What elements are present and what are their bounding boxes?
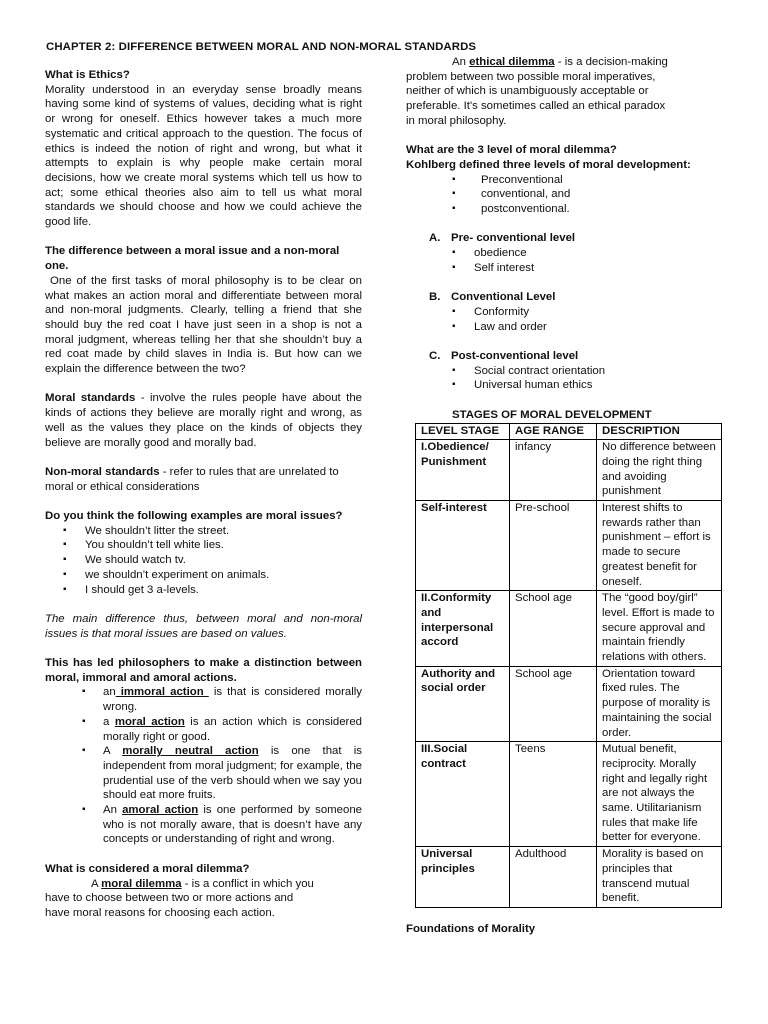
ethical-dilemma-line-1: An ethical dilemma - is a decision-making: [452, 56, 668, 68]
level-b-list: [406, 305, 724, 334]
page-title: CHAPTER 2: DIFFERENCE BETWEEN MORAL AND NON-MORAL STANDARDS: [46, 41, 477, 53]
age-cell: Adulthood: [510, 847, 597, 908]
age-cell: infancy: [510, 440, 597, 501]
definition-item: ▪ A morally neutral action is one that is independent from moral judgment; for example, the prudential use of the verb should when we say you should eat more fruits.: [45, 744, 362, 803]
list-item: ▪ Preconventional: [406, 173, 724, 188]
table-row: [416, 440, 722, 501]
list-item: ▪ conventional, and: [406, 187, 724, 202]
list-item: ▪ We shouldn’t litter the street.: [45, 524, 362, 539]
examples-list: [45, 524, 362, 598]
moral-standards-paragraph: [45, 391, 362, 450]
ethical-dilemma-line-5: in moral philosophy.: [406, 114, 507, 127]
list-item: ▪ Conformity: [406, 305, 724, 320]
stage-cell: Universal principles: [416, 847, 510, 908]
distinction-heading: This has led philosophers to make a distinction between moral, immoral and amoral actions.: [45, 657, 362, 684]
list-item: ▪ Universal human ethics: [406, 378, 724, 393]
description-cell: Orientation toward fixed rules. The purpose of morality is maintaining the social order.: [597, 666, 722, 742]
stages-table: [415, 423, 722, 909]
list-item: ▪ obedience: [406, 246, 724, 261]
level-c-heading: C. Post-conventional level: [429, 350, 579, 362]
action-definitions-list: [45, 685, 362, 847]
level-a-list: [406, 246, 724, 275]
right-column: [406, 55, 724, 937]
level-b-heading: B. Conventional Level: [429, 291, 556, 304]
definition-item: ▪ An amoral action is one performed by someone who is not morally aware, that is doesn’t have any concepts or understanding of right and wrong.: [45, 803, 362, 847]
header-level-stage: LEVEL STAGE: [416, 423, 510, 440]
dilemma-line-1: A moral dilemma - is a conflict in which you: [91, 877, 314, 890]
header-description: DESCRIPTION: [597, 423, 722, 440]
list-item: ▪ Social contract orientation: [406, 364, 724, 379]
dilemma-line-2: have to choose between two or more actions and: [45, 892, 294, 905]
table-title: STAGES OF MORAL DEVELOPMENT: [452, 408, 652, 421]
age-cell: School age: [510, 591, 597, 667]
foundations-heading: Foundations of Morality: [406, 923, 536, 935]
stage-cell: III.Social contract: [416, 742, 510, 847]
moral-standards-term: Moral standards: [45, 392, 136, 405]
difference-paragraph: One of the first tasks of moral philosophy is to be clear on what makes an action moral and differentiate between moral and non-moral judgments. Clearly, telling a friend that she should buy the red coat I have just seen in a shop is not a moral judgment, whereas telling her that she shouldn’t buy a red coat made by child slaves in India is. But how can we explain the difference between the two?: [45, 274, 366, 376]
description-cell: The “good boy/girl” level. Effort is made to secure approval and maintain friendly relations with others.: [597, 591, 722, 667]
description-cell: Mutual benefit, reciprocity. Morally right and legally right are not always the same. Utilitarianism rules that make life better for everyone.: [597, 742, 722, 847]
list-item: ▪ I should get 3 a-levels.: [45, 583, 362, 598]
ethical-dilemma-line-2: problem between two possible moral imperatives,: [406, 70, 656, 83]
list-item: ▪ we shouldn’t experiment on animals.: [45, 568, 362, 583]
definition-item: ▪ an immoral action is that is considered morally wrong.: [45, 685, 362, 714]
list-item: ▪ We should watch tv.: [45, 553, 362, 568]
age-cell: Teens: [510, 742, 597, 847]
age-cell: School age: [510, 666, 597, 742]
table-row: [416, 666, 722, 742]
table-header-row: [416, 423, 722, 440]
moral-standards-definition: - involve the rules people have about the kinds of actions they believe are morally right and wrong, as well as the values they place on the kinds of objects they believe are morally good and morally bad.: [45, 392, 362, 449]
non-moral-standards-definition: - refer to rules that are unrelated to moral or ethical considerations: [45, 465, 339, 493]
dilemma-line-3: have moral reasons for choosing each action.: [45, 906, 275, 919]
definition-item: ▪ a moral action is an action which is considered morally right or good.: [45, 715, 362, 744]
table-row: [416, 847, 722, 908]
non-moral-standards-paragraph: [45, 465, 362, 494]
kohlberg-text: Kohlberg defined three levels of moral development:: [406, 158, 691, 171]
header-age-range: AGE RANGE: [510, 423, 597, 440]
kohlberg-levels-list: [406, 173, 724, 217]
stage-cell: Self-interest: [416, 501, 510, 591]
age-cell: Pre-school: [510, 501, 597, 591]
ethics-heading: What is Ethics?: [45, 69, 130, 81]
level-c-list: [406, 364, 724, 393]
ethical-dilemma-line-4: preferable. It's sometimes called an ethical paradox: [406, 100, 666, 113]
table-row: [416, 591, 722, 667]
description-cell: Morality is based on principles that transcend mutual benefit.: [597, 847, 722, 908]
level-a-heading: A. Pre- conventional level: [429, 232, 576, 245]
list-item: ▪ Self interest: [406, 261, 724, 276]
left-column: [45, 68, 366, 921]
dilemma-heading: What is considered a moral dilemma?: [45, 862, 250, 875]
list-item: ▪ You shouldn’t tell white lies.: [45, 538, 362, 553]
non-moral-standards-term: Non-moral standards: [45, 465, 160, 478]
ethics-paragraph: Morality understood in an everyday sense broadly means having some kind of systems of values, deciding what is right or wrong for oneself. Ethics however takes a much more systematic and critical approach to the question. The focus of ethics is indeed the notion of right and wrong, but what it attempts to explain is why people make certain moral decisions, how we create moral systems which tell us how to act; some ethical theories also aim to tell us what moral standards we should choose and how we could achieve the good life.: [45, 83, 362, 229]
difference-heading: The difference between a moral issue and a non-moral one.: [45, 245, 340, 273]
stage-cell: I.Obedience/ Punishment: [416, 440, 510, 501]
description-cell: No difference between doing the right thing and avoiding punishment: [597, 440, 722, 501]
table-row: [416, 501, 722, 591]
examples-heading: Do you think the following examples are moral issues?: [45, 510, 343, 523]
stage-cell: II.Conformity and interpersonal accord: [416, 591, 510, 667]
description-cell: Interest shifts to rewards rather than punishment – effort is made to secure greatest benefit for oneself.: [597, 501, 722, 591]
ethical-dilemma-line-3: neither of which is unambiguously acceptable or: [406, 85, 649, 98]
levels-heading: What are the 3 level of moral dilemma?: [406, 144, 617, 157]
list-item: ▪ postconventional.: [406, 202, 724, 217]
stage-cell: Authority and social order: [416, 666, 510, 742]
table-row: [416, 742, 722, 847]
main-difference-text: The main difference thus, between moral and non-moral issues is that moral issues are based on values.: [45, 612, 362, 640]
list-item: ▪ Law and order: [406, 320, 724, 335]
